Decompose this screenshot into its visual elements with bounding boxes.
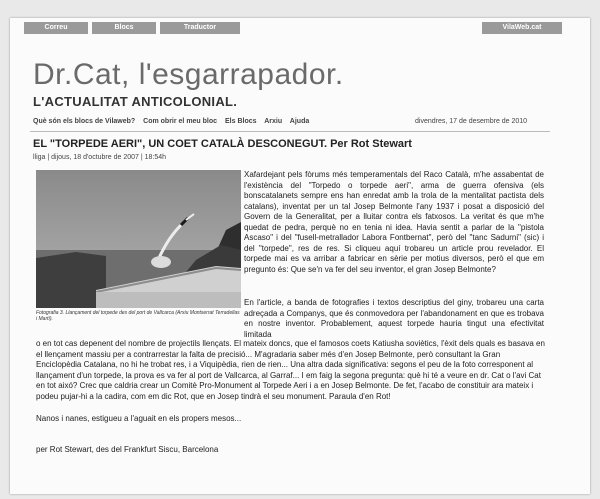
tab-blocs[interactable]: Blocs <box>92 22 156 34</box>
nav-link-help[interactable]: Ajuda <box>289 118 310 125</box>
tab-traductor[interactable]: Traductor <box>160 22 240 34</box>
post-title[interactable]: EL "TORPEDE AERI", UN COET CATALÀ DESCONEGUT. Per Rot Stewart <box>33 138 412 150</box>
blog-subtitle: L'ACTUALITAT ANTICOLONIAL. <box>33 94 238 109</box>
photo-caption: Fotografia 3. Llançament del torpede des del port de Vallcarca (Arxiu Montserrat Terradellas i Martí). <box>36 310 240 322</box>
post-paragraph-1: Xafardejant pels fòrums més temperamentals del Raco Català, m'he assabentat de l'existència del "Torpedo o torpede aeri", arma de guerra ofensiva (els bonscatalanets sempre ens han enredat amb la trola de la mentalitat pactista dels catalans), inventat per un tal Josep Belmonte l'any 1937 i posat a disposició del Govern de la Generalitat, per a lluitar contra els fatxosos. La veritat és que m'he quedat de pedra, perquè no en tenia ni idea. Havia sentit a parlar de la "pistola Ascaso" i del "fusell-metrallador Labora Fontbernat", però del "tanc Sadurni" (sic) i del "torpede", res de res. Si cliqueu aquí trobareu un article prou revelador. El torpede mai es va arribar a fabricar en sèrie per motius diversos, però el que em pregunto és: Que se'n va fer del seu inventor, el gran Josep Belmonte? <box>244 170 544 274</box>
tab-correu[interactable]: Correu <box>24 22 88 34</box>
nav-link-open-blog[interactable]: Com obrir el meu bloc <box>143 118 218 125</box>
rocket-launch-photo <box>36 170 241 308</box>
tab-vilaweb[interactable]: VilaWeb.cat <box>482 22 562 34</box>
nav-link-blogs[interactable]: Els Blocs <box>225 118 257 125</box>
header-divider <box>30 131 550 132</box>
nav-link-archive[interactable]: Arxiu <box>264 118 283 125</box>
post-paragraph-4: Nanos i nanes, estigueu a l'aguait en els propers mesos... <box>36 414 242 423</box>
top-tab-bar <box>12 22 582 36</box>
post-signature: per Rot Stewart, des del Frankfurt Siscu, Barcelona <box>36 445 219 454</box>
post-paragraph-2: En l'article, a banda de fotografies i textos descriptius del giny, trobareu una carta adreçada a Companys, que és conmovedora per l'abandonament en que es trobava en nostre inventor. Probablement, aquest torpede hauria tingut una efectivitat limitada <box>244 298 544 339</box>
post-meta: lliga | dijous, 18 d'octubre de 2007 | 18:54h <box>33 154 167 161</box>
post-paragraph-3: o en tot cas depenent del nombre de projectils llençats. El mateix doncs, que el famosos coets Katiusha soviètics, l'èxit dels quals es basava en el llençament massiu per a contrarrestar la falta de precisió... M'agradaria saber més d'en Josep Belmonte, però consultant la Gran Enciclopèdia Catalana, no hi he trobat res, i a Viquipèdia, rien de rien... Una altra dada significativa: segons el peu de la foto corresponent al llançament d'un torpede, la prova es va fer al port de Vallcarca, al Garraf... I em faig la segona pregunta: què hi té a veure en dr. Cat o l'avi Cat en tot aixó? Crec que caldria crear un Comitè Pro-Monument al Torpede Aeri i a en Josep Belmonte. De fet, l'acabo de constituir ara mateix i podeu pujar-hi a la cadira, com em dic Rot, que en Josep tindrà el seu monument. Paraula d'en Rot! <box>36 339 545 401</box>
nav-link-what-are-blogs[interactable]: Què són els blocs de Vilaweb? <box>33 118 136 125</box>
blog-nav <box>33 118 315 125</box>
current-date: divendres, 17 de desembre de 2010 <box>415 118 528 125</box>
blog-title[interactable]: Dr.Cat, l'esgarrapador. <box>33 58 344 91</box>
